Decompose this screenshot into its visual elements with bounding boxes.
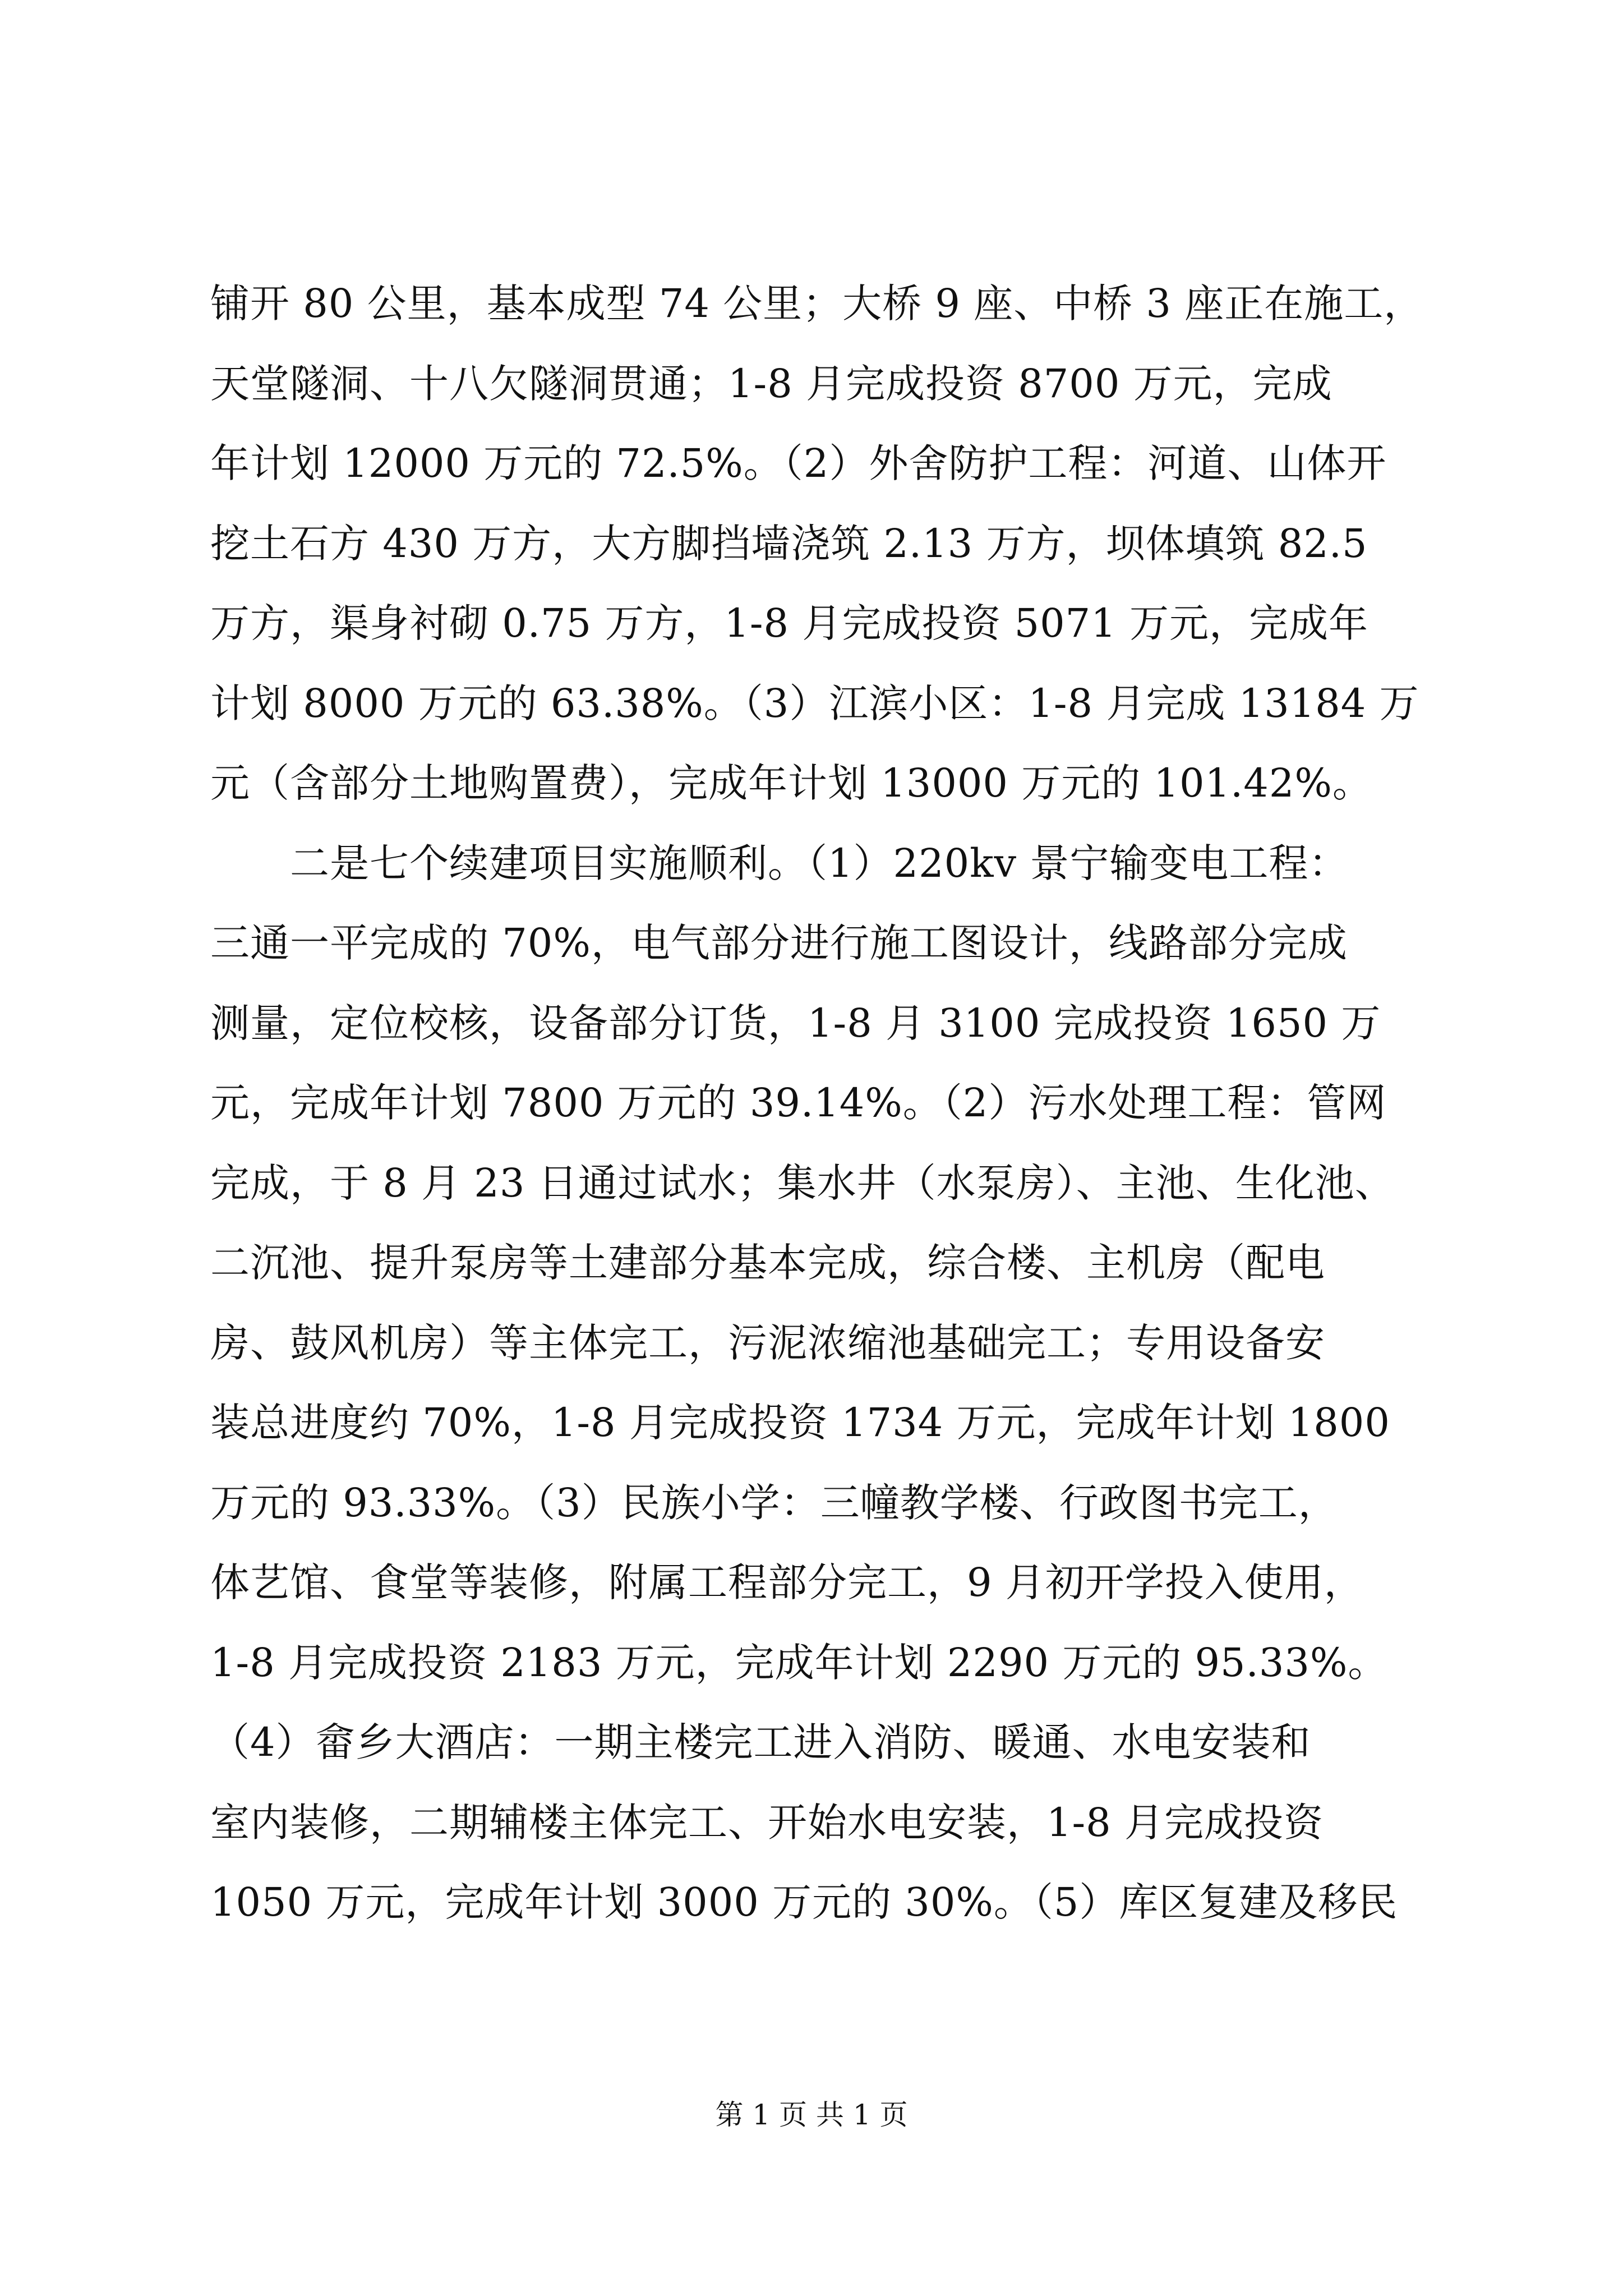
text-line: 1-8 月完成投资 2183 万元，完成年计划 2290 万元的 95.33%。 — [210, 1639, 1388, 1686]
document-body — [210, 264, 1424, 1943]
text-line: 二是七个续建项目实施顺利。（1）220kv 景宁输变电工程： — [210, 840, 1349, 886]
text-line: 室内装修，二期辅楼主体完工、开始水电安装，1-8 月完成投资 — [210, 1799, 1324, 1846]
text-line: 二沉池、提升泵房等土建部分基本完成，综合楼、主机房（配电 — [210, 1240, 1325, 1286]
text-line: 天堂隧洞、十八欠隧洞贯通；1-8 月完成投资 8700 万元，完成 — [210, 360, 1332, 407]
text-line: 万方，渠身衬砌 0.75 万方，1-8 月完成投资 5071 万元，完成年 — [210, 600, 1368, 646]
text-line: 体艺馆、食堂等装修，附属工程部分完工，9 月初开学投入使用， — [210, 1559, 1364, 1605]
text-line: 房、鼓风机房）等主体完工，污泥浓缩池基础完工；专用设备安 — [210, 1319, 1325, 1366]
text-line: 铺开 80 公里，基本成型 74 公里；大桥 9 座、中桥 3 座正在施工， — [210, 280, 1424, 326]
text-line: 测量，定位校核，设备部分订货，1-8 月 3100 完成投资 1650 万 — [210, 1000, 1381, 1046]
text-line: 三通一平完成的 70%，电气部分进行施工图设计，线路部分完成 — [210, 920, 1348, 966]
text-line: 元（含部分土地购置费），完成年计划 13000 万元的 101.42%。 — [210, 760, 1372, 806]
text-line: 挖土石方 430 万方，大方脚挡墙浇筑 2.13 万方，坝体填筑 82.5 — [210, 520, 1368, 567]
text-line: 年计划 12000 万元的 72.5%。（2）外舍防护工程：河道、山体开 — [210, 440, 1387, 486]
text-line: 元，完成年计划 7800 万元的 39.14%。（2）污水处理工程：管网 — [210, 1080, 1387, 1126]
text-line: （4）畲乡大酒店：一期主楼完工进入消防、暖通、水电安装和 — [210, 1719, 1311, 1765]
text-line: 计划 8000 万元的 63.38%。（3）江滨小区：1-8 月完成 13184 万 — [210, 680, 1419, 726]
text-line: 装总进度约 70%，1-8 月完成投资 1734 万元，完成年计划 1800 — [210, 1400, 1390, 1446]
text-line: 完成，于 8 月 23 日通过试水；集水井（水泵房）、主池、生化池、 — [210, 1159, 1395, 1206]
text-line: 1050 万元，完成年计划 3000 万元的 30%。（5）库区复建及移民 — [210, 1879, 1398, 1925]
page-footer: 第 1 页 共 1 页 — [715, 2099, 908, 2131]
text-line: 万元的 93.33%。（3）民族小学：三幢教学楼、行政图书完工， — [210, 1479, 1338, 1526]
